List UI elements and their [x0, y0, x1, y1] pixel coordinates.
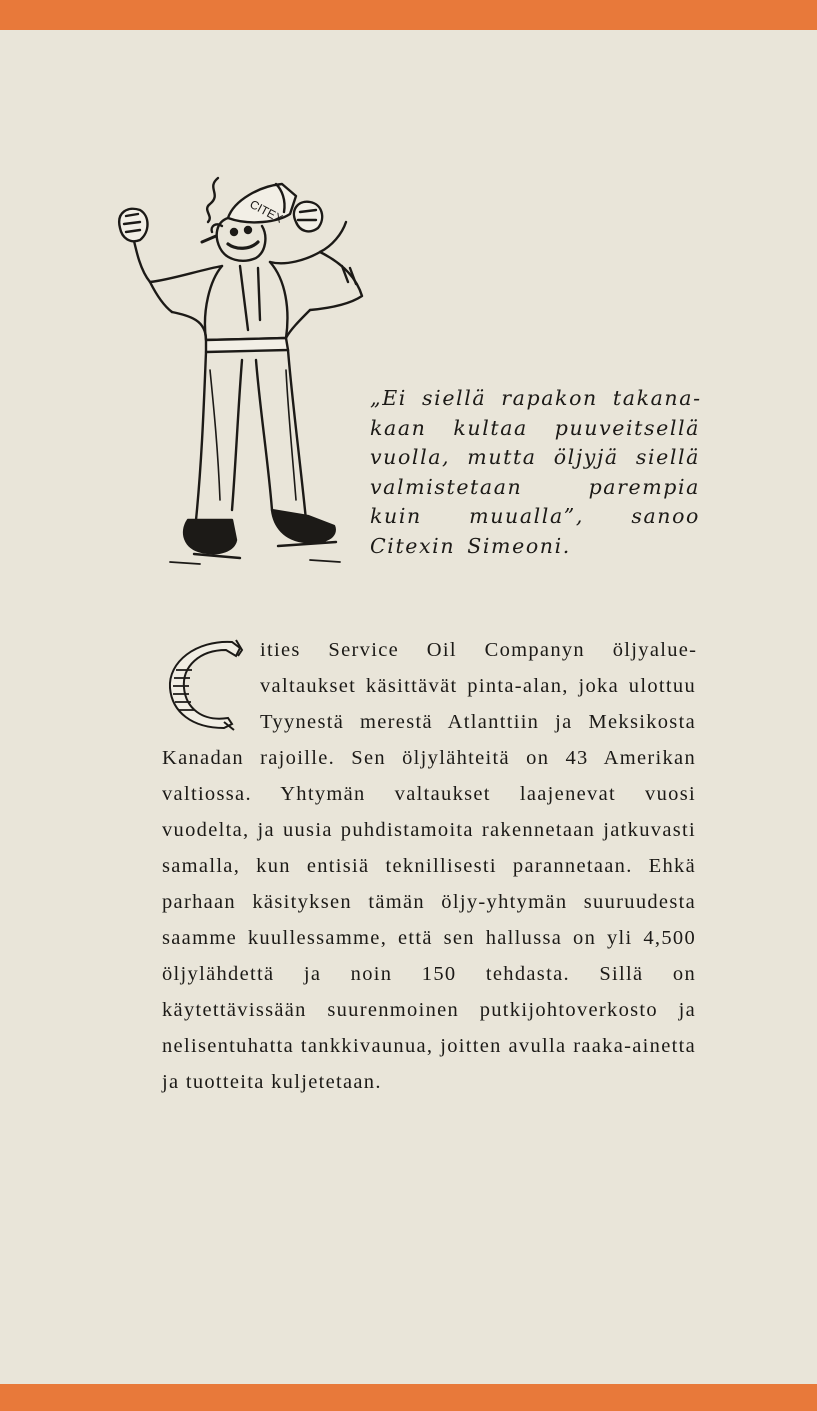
bottom-orange-band	[0, 1384, 817, 1411]
oil-worker-figure-icon	[110, 170, 372, 570]
article-body	[162, 632, 696, 1100]
top-orange-band	[0, 0, 817, 30]
mascot-quote: „Ei siellä rapakon takanakaan kultaa puuveitsellä vuolla, mutta öljyjä siellä valmistetaan parempia kuin muualla”, sanoo Citexin Simeoni.	[370, 386, 700, 558]
cap-text: CITEX	[247, 197, 286, 226]
article-text: ities Service Oil Companyn öljyaluevaltaukset käsittävät pinta-alan, joka ulottuu Tyynestä merestä Atlanttiin ja Meksikosta Kanadan rajoille. Sen öljylähteitä on 43 Amerikan valtiossa. Yhtymän valtaukset laajenevat vuosi vuodelta, ja uusia puhdistamoita rakennetaan jatkuvasti samalla, kun entisiä teknillisesti parannetaan. Ehkä parhaan käsityksen tämän öljy-yhtymän suuruudesta saamme kuullessamme, että sen hallussa on yli 4,500 öljylähdettä ja noin 150 tehdasta. Sillä on käytettävissään suurenmoinen putkijohtoverkosto ja nelisentuhatta tankkivaunua, joitten avulla raaka-ainetta ja tuotteita kuljetetaan.	[162, 639, 696, 1093]
dropcap-c-icon	[162, 636, 254, 732]
dropcap-letter	[260, 632, 261, 633]
